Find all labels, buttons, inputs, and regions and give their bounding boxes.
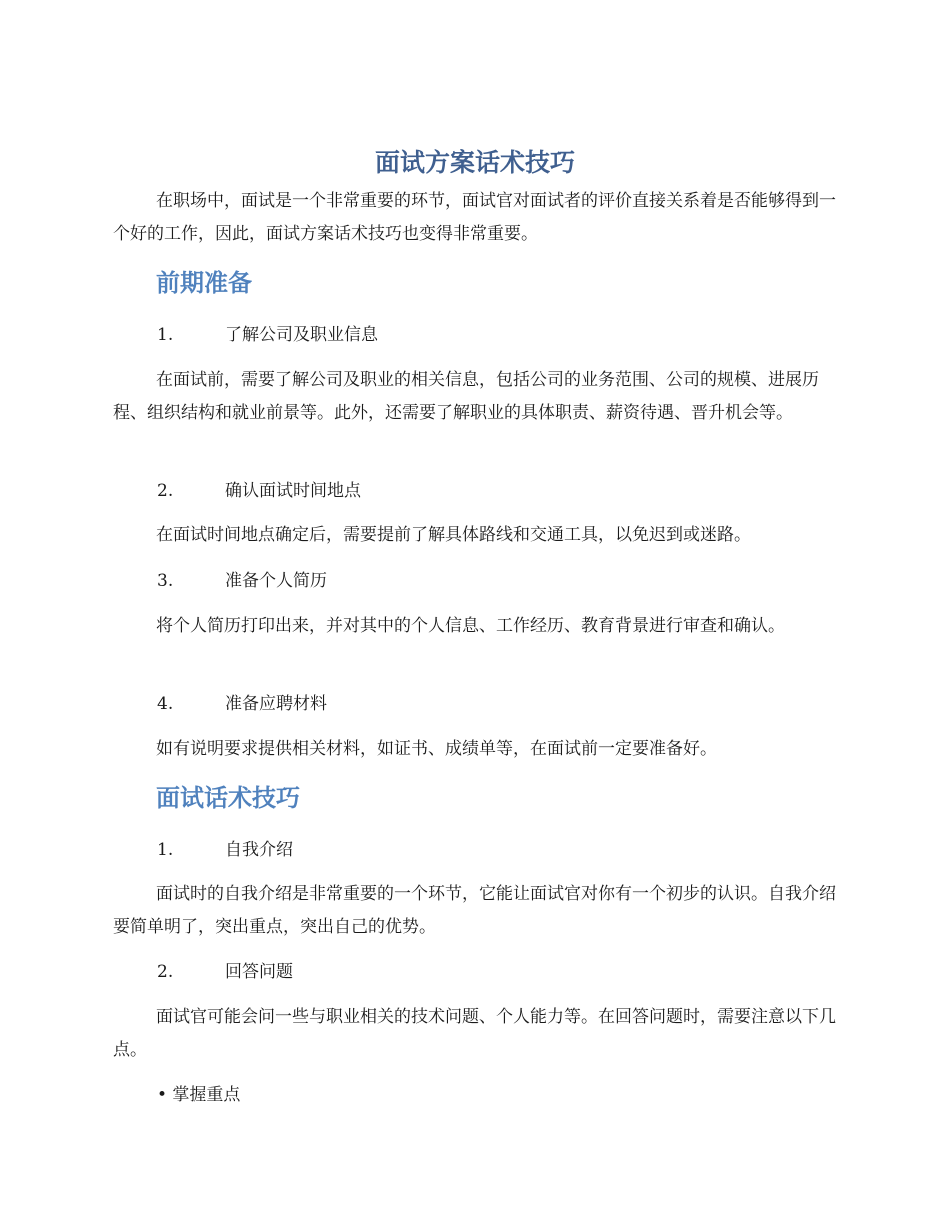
intro-paragraph: 在职场中，面试是一个非常重要的环节，面试官对面试者的评价直接关系着是否能够得到一个好的工作，因此，面试方案话术技巧也变得非常重要。 [113,191,836,244]
document-title: 面试方案话术技巧 [374,148,575,177]
list-item [157,692,327,716]
item-label: 自我介绍 [225,840,293,860]
list-item [157,479,361,503]
item-label: 准备个人简历 [225,571,327,591]
item-paragraph: 在面试前，需要了解公司及职业的相关信息，包括公司的业务范围、公司的规模、进展历程、组织结构和就业前景等。此外，还需要了解职业的具体职责、薪资待遇、晋升机会等。 [113,370,819,423]
item-number: 2. [157,962,174,982]
item-paragraph: 在面试时间地点确定后，需要提前了解具体路线和交通工具，以免迟到或迷路。 [156,525,751,545]
item-paragraph: 将个人简历打印出来，并对其中的个人信息、工作经历、教育背景进行审查和确认。 [156,616,785,636]
list-item [157,960,293,984]
list-item [157,323,378,347]
item-paragraph: 如有说明要求提供相关材料，如证书、成绩单等，在面试前一定要准备好。 [156,739,717,759]
item-number: 1. [157,840,174,860]
item-number: 4. [157,694,174,714]
item-paragraph: 面试官可能会问一些与职业相关的技术问题、个人能力等。在回答问题时，需要注意以下几点。 [113,1007,836,1060]
item-number: 1. [157,325,174,345]
section-heading-techniques: 面试话术技巧 [156,784,300,812]
item-label: 了解公司及职业信息 [225,325,378,345]
item-number: 3. [157,571,174,591]
item-number: 2. [157,481,174,501]
section-heading-preparation: 前期准备 [156,269,252,297]
list-item [157,838,293,862]
bullet-item: • 掌握重点 [157,1085,241,1105]
item-label: 准备应聘材料 [225,694,327,714]
item-label: 回答问题 [225,962,293,982]
item-label: 确认面试时间地点 [225,481,361,501]
item-paragraph: 面试时的自我介绍是非常重要的一个环节，它能让面试官对你有一个初步的认识。自我介绍要简单明了，突出重点，突出自己的优势。 [113,884,836,937]
list-item [157,569,327,593]
